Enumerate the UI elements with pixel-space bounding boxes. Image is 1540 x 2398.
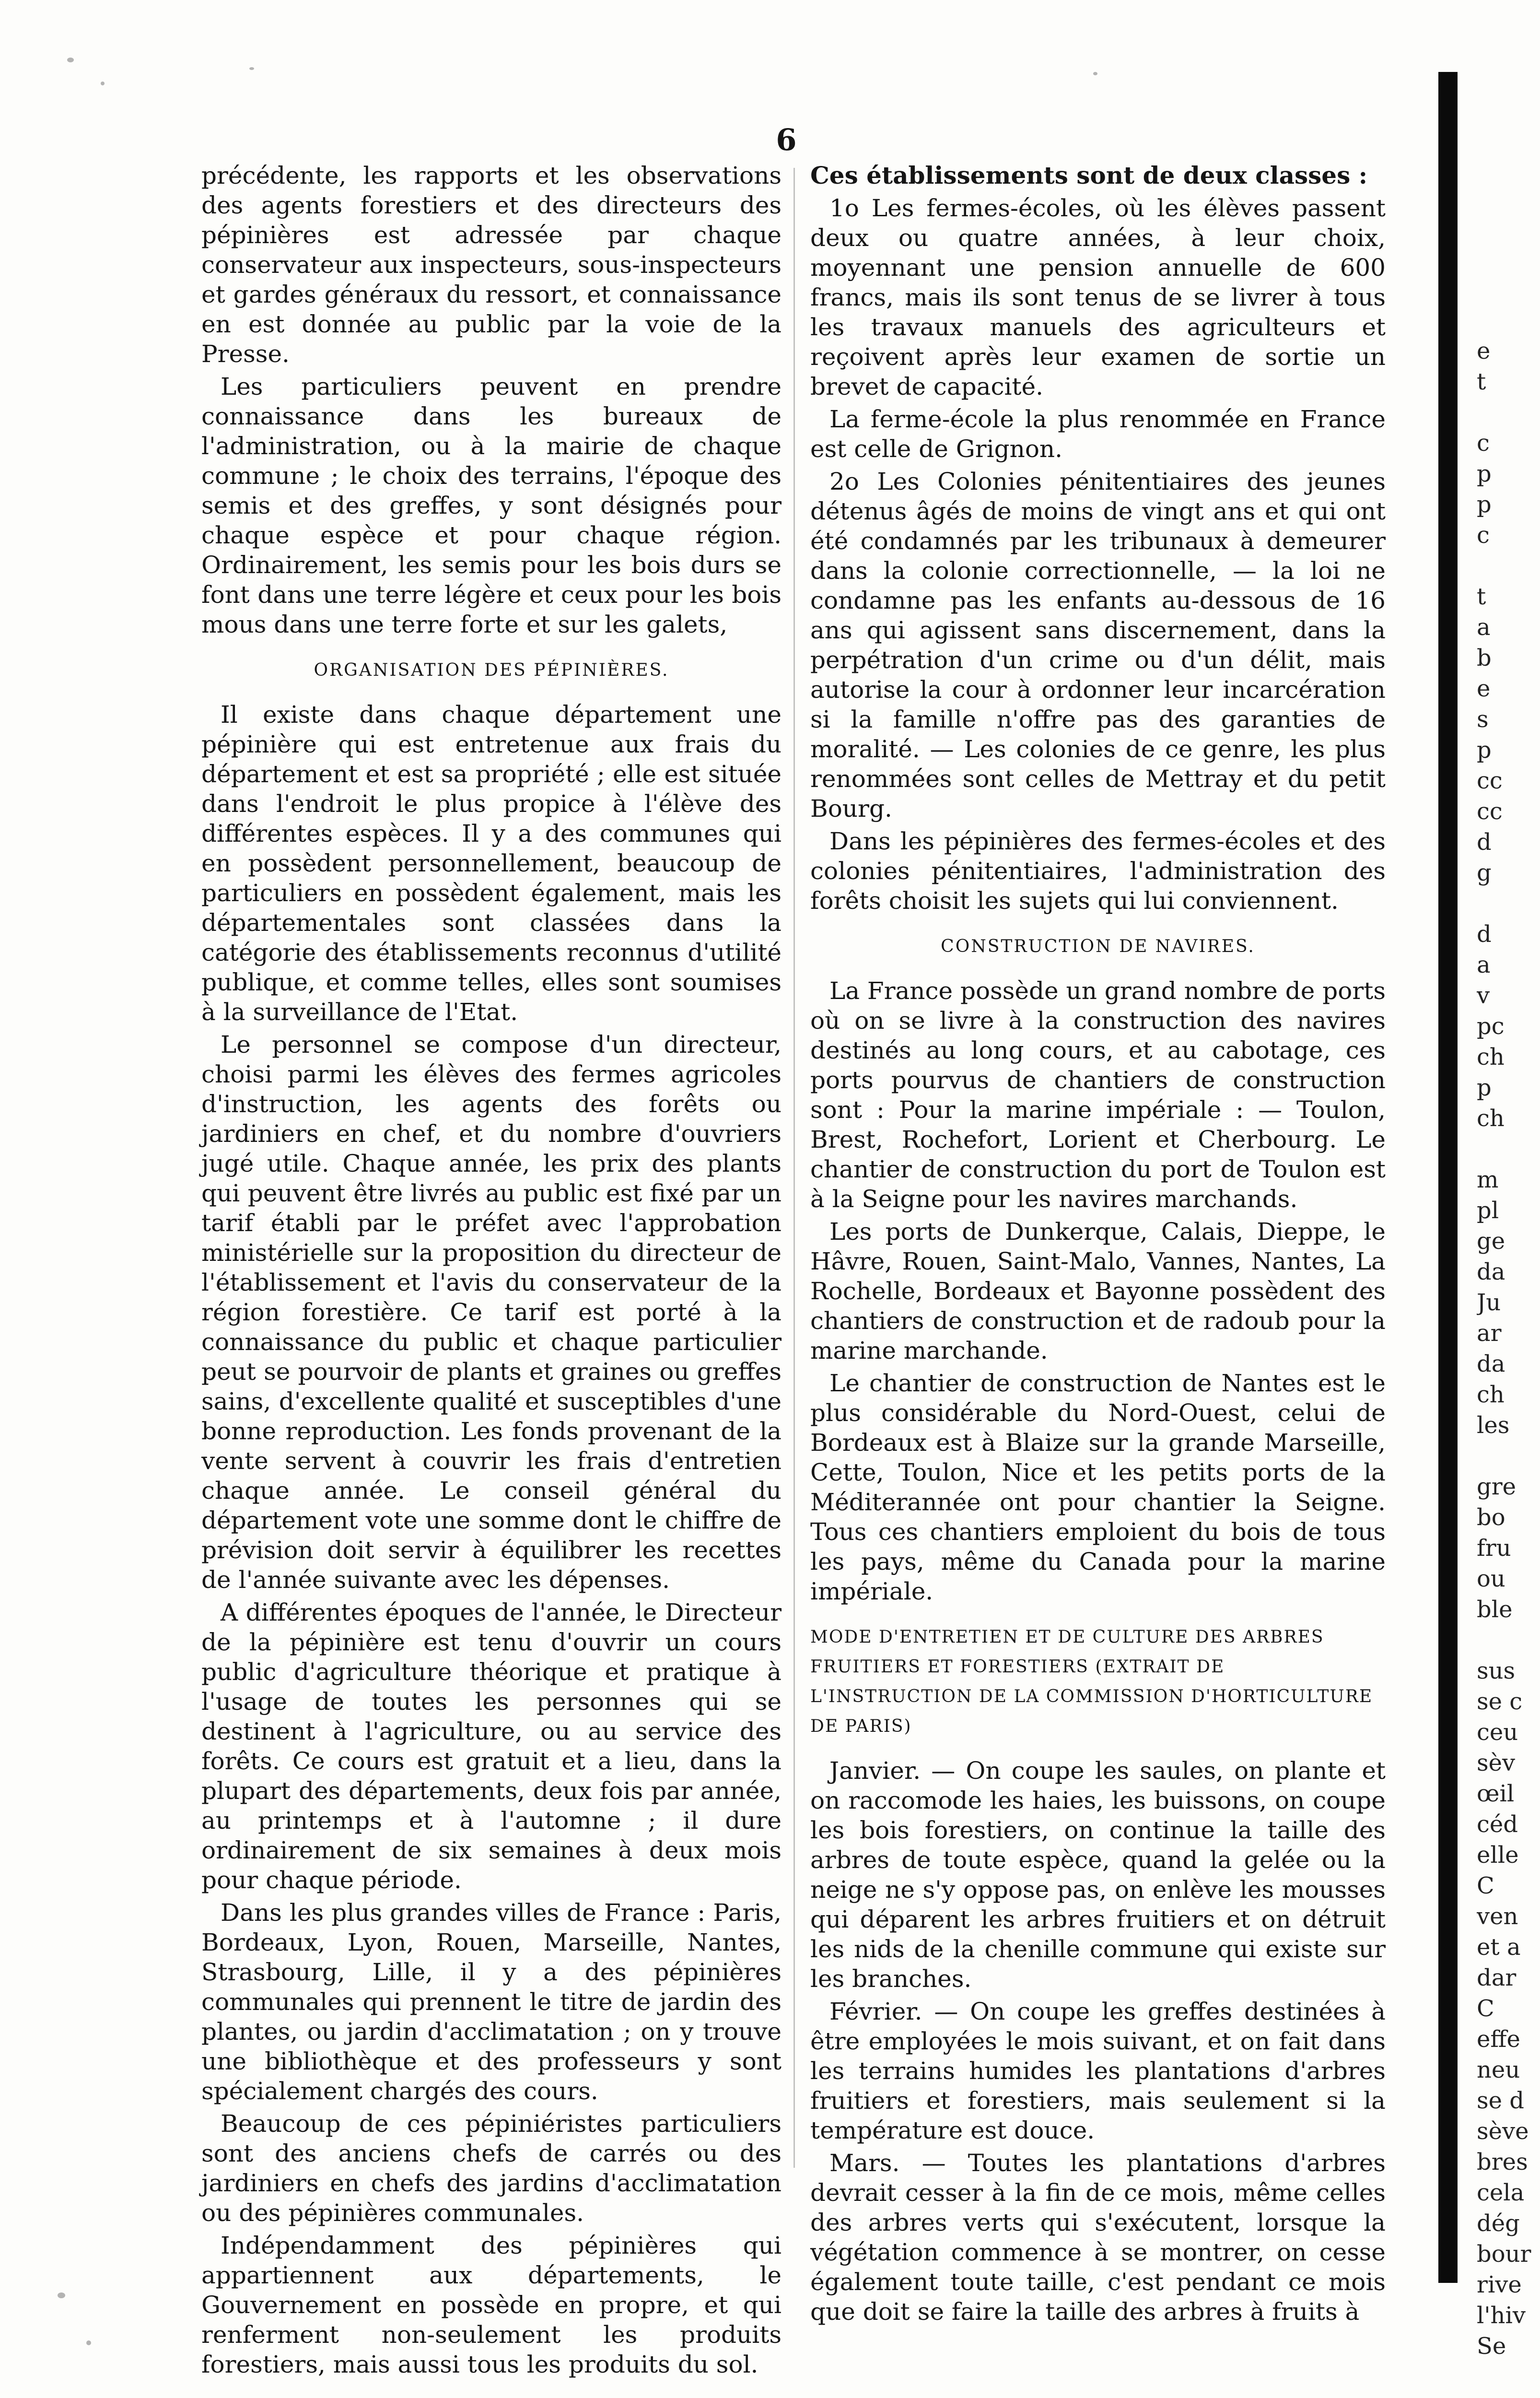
paragraph: Indépendamment des pépinières qui appartiennent aux départements, le Gouvernement en possède en propre, et qui renferment non-seulement les produits forestiers, mais aussi tous les produits du sol. (201, 2232, 782, 2378)
paragraph: Les ports de Dunkerque, Calais, Dieppe, le Hâvre, Rouen, Saint-Malo, Vannes, Nantes, La Rochelle, Bordeaux et Bayonne possèdent des chantiers de construction et de radoub pour la marine marchande. (810, 1218, 1386, 1364)
paragraph: Le personnel se compose d'un directeur, choisi parmi les élèves des fermes agricoles d'instruction, les agents des forêts ou jardiniers en chef, et du nombre d'ouvriers jugé utile. Chaque année, les prix des plants qui peuvent être livrés au public est fixé par un tarif établi par le préfet avec l'approbation ministérielle sur la proposition du directeur de l'établissement et l'avis du conservateur de la région forestière. Ce tarif est porté à la connaissance du public et chaque particulier peut se pourvoir de plants et graines ou greffes sains, d'excellente qualité et susceptibles d'une bonne reproduction. Les fonds provenant de la vente servent à couvrir les frais d'entretien chaque année. Le conseil général du département vote une somme dont le chiffre de prévision doit servir à équilibrer les recettes de l'année suivante avec les dépenses. (201, 1031, 782, 1594)
paragraph: Les particuliers peuvent en prendre connaissance dans les bureaux de l'administration, ou à la mairie de chaque commune ; le choix des terrains, l'époque des semis et des greffes, y sont désignés pour chaque espèce et pour chaque région. Ordinairement, les semis pour les bois durs se font dans une terre légère et ceux pour les bois mous dans une terre forte et sur les galets, (201, 373, 782, 638)
paragraph: Le chantier de construction de Nantes est le plus considérable du Nord-Ouest, celui de Bordeaux est à Blaize sur la grande Marseille, Cette, Toulon, Nice et les petits ports de la Méditerannée ont pour chantier la Seigne. Tous ces chantiers emploient du bois de tous les pays, même du Canada pour la marine impériale. (810, 1369, 1386, 1605)
paragraph: Ces établissements sont de deux classes : (810, 161, 1368, 189)
paragraph: Janvier. — On coupe les saules, on plante et on raccomode les haies, les buissons, on coupe les bois forestiers, on continue la taille des arbres de toute espèce, quand la gelée ou la neige ne s'y oppose pas, on enlève les mousses qui déparent les arbres fruitiers et on détruit les nids de la chenille commune qui existe sur les branches. (810, 1757, 1386, 1993)
right-column (810, 161, 1386, 2329)
page-number: 6 (776, 122, 797, 157)
paragraph: Dans les pépinières des fermes-écoles et des colonies pénitentiaires, l'administration des forêts choisit les sujets qui lui conviennent. (810, 827, 1386, 915)
paragraph: Beaucoup de ces pépiniéristes particuliers sont des anciens chefs de carrés ou des jardiniers en chefs des jardins d'acclimatation ou des pépinières communales. (201, 2110, 782, 2227)
left-column (201, 161, 782, 2382)
speckle (86, 2340, 91, 2345)
speckle (58, 2292, 65, 2298)
paragraph: 1o Les fermes-écoles, où les élèves passent deux ou quatre années, à leur choix, moyennant une pension annuelle de 600 francs, mais ils sont tenus de se livrer à tous les travaux manuels des agriculteurs et reçoivent après leur examen de sortie un brevet de capacité. (810, 194, 1386, 400)
speckle (101, 82, 105, 85)
paragraph: Février. — On coupe les greffes destinées à être employées le mois suivant, et on fait dans les terrains humides les plantations d'arbres fruitiers et forestiers, mais seulement si la température est douce. (810, 1998, 1386, 2144)
section-heading: CONSTRUCTION DE NAVIRES. (941, 937, 1255, 956)
next-page-fragment: e t c p p c t a b e s p cc cc d g d a v pc ch p ch m pl ge da Ju ar da ch les gre bo fru ou ble sus se c ceu sèv œil céd elle C ven et a dar C effe neu se d sève bres cela dég bour rive l'hiv Se (1477, 338, 1531, 2360)
speckle (1093, 72, 1097, 75)
column-rule (793, 168, 795, 2168)
section-heading: MODE D'ENTRETIEN ET DE CULTURE DES ARBRES FRUITIERS ET FORESTIERS (EXTRAIT DE L'INSTRUCTION DE LA COMMISSION D'HORTICULTURE DE PARIS) (810, 1627, 1373, 1736)
paragraph: Dans les plus grandes villes de France : Paris, Bordeaux, Lyon, Rouen, Marseille, Nantes, Strasbourg, Lille, il y a des pépinières communales qui prennent le titre de jardin des plantes, ou jardin d'acclimatation ; on y trouve une bibliothèque et des professeurs y sont spécialement chargés des cours. (201, 1899, 782, 2105)
paragraph: Il existe dans chaque département une pépinière qui est entretenue aux frais du département et est sa propriété ; elle est située dans l'endroit le plus propice à l'élève des différentes espèces. Il y a des communes qui en possèdent personnellement, beaucoup de particuliers en possèdent également, mais les départementales sont classées dans la catégorie des établissements reconnus d'utilité publique, et comme telles, elles sont soumises à la surveillance de l'Etat. (201, 701, 782, 1026)
section-heading: ORGANISATION DES PÉPINIÈRES. (314, 660, 669, 680)
paragraph: 2o Les Colonies pénitentiaires des jeunes détenus âgés de moins de vingt ans et qui ont été condamnés par les tribunaux à demeurer dans la colonie correctionnelle, — la loi ne condamne pas les enfants au-dessous de 16 ans qui agissent sans discernement, dans la perpétration d'un crime ou d'un délit, mais autorise la cour à ordonner leur incarcération si la famille n'offre pas des garanties de moralité. — Les colonies de ce genre, les plus renommées sont celles de Mettray et du petit Bourg. (810, 468, 1386, 823)
speckle (67, 58, 74, 62)
paragraph: A différentes époques de l'année, le Directeur de la pépinière est tenu d'ouvrir un cours public d'agriculture théorique et pratique à l'usage de toutes les personnes qui se destinent à l'agriculture, ou au service des forêts. Ce cours est gratuit et a lieu, dans la plupart des départements, deux fois par année, au printemps et à l'automne ; il dure ordinairement de six semaines à deux mois pour chaque période. (201, 1599, 782, 1894)
paragraph: La France possède un grand nombre de ports où on se livre à la construction des navires destinés au long cours, et au cabotage, ces ports pourvus de chantiers de construction sont : Pour la marine impériale : — Toulon, Brest, Rochefort, Lorient et Cherbourg. Le chantier de construction du port de Toulon est à la Seigne pour les navires marchands. (810, 977, 1386, 1213)
paragraph: La ferme-école la plus renommée en France est celle de Grignon. (810, 405, 1386, 463)
speckle (249, 67, 254, 70)
page-edge-bar (1438, 72, 1458, 2283)
paragraph: précédente, les rapports et les observations des agents forestiers et des directeurs des pépinières est adressée par chaque conservateur aux inspecteurs, sous-inspecteurs et gardes généraux du ressort, et connaissance en est donnée au public par la voie de la Presse. (201, 162, 782, 368)
paragraph: Mars. — Toutes les plantations d'arbres devrait cesser à la fin de ce mois, même celles des arbres verts qui s'exécutent, lorsque la végétation commence à se montrer, on cesse également toute taille, c'est pendant ce mois que doit se faire la taille des arbres à fruits à (810, 2149, 1386, 2326)
